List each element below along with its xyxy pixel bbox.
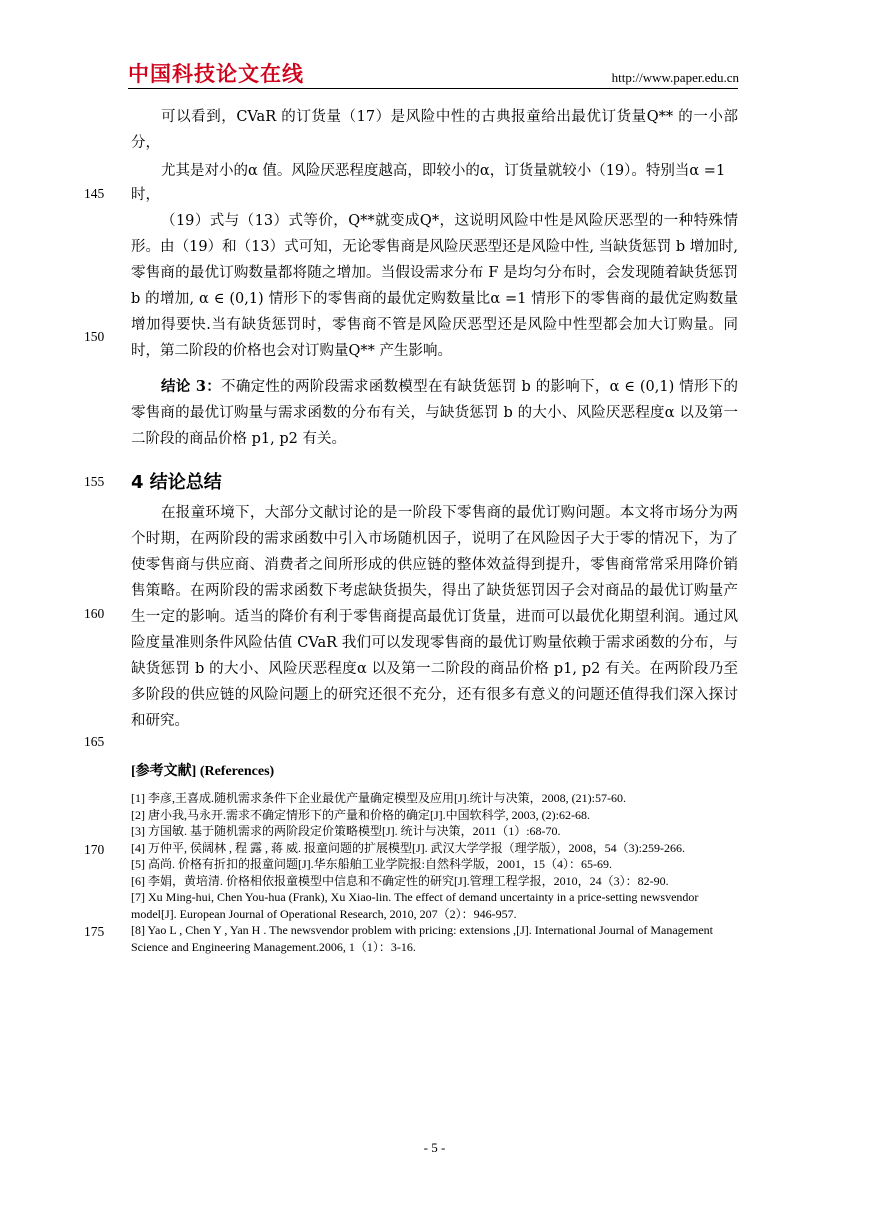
reference-item: [1] 李彦,王喜成.随机需求条件下企业最优产量确定模型及应用[J].统计与决策，2008, (21):57-60.: [131, 791, 626, 805]
line-number-175: 175: [84, 924, 105, 939]
reference-item: [5] 高尚. 价格有折扣的报童问题[J].华东船舶工业学院报:自然科学版，2001，15（4）：65-69.: [131, 857, 612, 871]
line-number-170: 170: [84, 842, 105, 857]
section-title: 4 结论总结: [131, 472, 222, 493]
page-number: - 5 -: [423, 1140, 446, 1155]
paragraph-2a: 尤其是对小的α 值。风险厌恶程度越高，即较小的α，订货量就较小（19）。特别当α =1: [161, 163, 726, 179]
line-number-155: 155: [84, 474, 105, 489]
reference-item: [3] 方国敏. 基于随机需求的两阶段定价策略模型[J]. 统计与决策，2011（1）:68-70.: [131, 824, 561, 838]
reference-item: [8] Yao L , Chen Y , Yan H . The newsvendor problem with pricing: extensions ,[J]. International Journal of Management Science and Engineering Management.2006, 1（1）：3-16.: [131, 923, 714, 954]
header-logo: 中国科技论文在线: [128, 62, 304, 86]
line-number-160: 160: [84, 606, 105, 621]
reference-item: [6] 李娟，黄培清. 价格相依报童模型中信息和不确定性的研究[J].管理工程学报，2010，24（3）：82-90.: [131, 873, 669, 888]
reference-item: [7] Xu Ming-hui, Chen You-hua (Frank), Xu Xiao-lin. The effect of demand uncertainty in a price-setting newsvendor model[J]. European Journal of Operational Research, 2010, 207（2）：946-957.: [131, 890, 699, 921]
header-url[interactable]: http://www.paper.edu.cn: [611, 70, 739, 85]
conclusion-3-body: 不确定性的两阶段需求函数模型在有缺货惩罚 b 的影响下，α ∈ (0,1) 情形下的零售商的最优订购量与需求函数的分布有关，与缺货惩罚 b 的大小、风险厌恶程度α 以及第一二阶段的商品价格 p1, p2 有关。: [131, 379, 738, 447]
paragraph-summary: 在报童环境下，大部分文献讨论的是一阶段下零售商的最优订购问题。本文将市场分为两个时期，在两阶段的需求函数中引入市场随机因子，说明了在风险因子大于零的情况下，为了使零售商与供应商、消费者之间所形成的供应链的整体效益得到提升，零售商常常采用降价销售策略。在两阶段的需求函数下考虑缺货损失，得出了缺货惩罚因子会对商品的最优订购量产生一定的影响。适当的降价有利于零售商提高最优订货量，进而可以最优化期望利润。通过风险度量准则条件风险估值 CVaR 我们可以发现零售商的最优订购量依赖于需求函数的分布，与缺货惩罚 b 的大小、风险厌恶程度α 以及第一二阶段的商品价格 p1, p2 有关。在两阶段乃至多阶段的供应链的风险问题上的研究还很不充分，还有很多有意义的问题还值得我们深入探讨和研究。: [131, 505, 738, 729]
paragraph-2b: 时，: [131, 187, 160, 203]
conclusion-3: [131, 374, 738, 452]
reference-item: [2] 唐小我,马永开.需求不确定情形下的产量和价格的确定[J].中国软科学, 2003, (2):62-68.: [131, 807, 590, 822]
line-number-145: 145: [84, 186, 105, 201]
references-list: [131, 790, 738, 955]
references-title: [参考文献] (References): [131, 764, 275, 779]
paragraph-1: 可以看到，CVaR 的订货量（17）是风险中性的古典报童给出最优订货量Q** 的一小部分，: [131, 109, 738, 151]
line-number-150: 150: [84, 329, 105, 344]
conclusion-3-label: 结论 3：: [161, 378, 222, 395]
line-number-165: 165: [84, 734, 105, 749]
paragraph-3: （19）式与（13）式等价，Q**就变成Q*，这说明风险中性是风险厌恶型的一种特殊情形。由（19）和（13）式可知，无论零售商是风险厌恶型还是风险中性, 当缺货惩罚 b 增加时, 零售商的最优订购数量都将随之增加。当假设需求分布 F 是均匀分布时，会发现随着缺货惩罚 b 的增加, α ∈ (0,1) 情形下的零售商的最优定购数量比α =1 情形下的零售商的最优定购数量增加得要快.当有缺货惩罚时，零售商不管是风险厌恶型还是风险中性型都会加大订购量。同时，第二阶段的价格也会对订购量Q** 产生影响。: [131, 213, 738, 359]
header-rule: [128, 88, 738, 89]
reference-item: [4] 万仲平, 侯阔林 , 程 露 , 蒋 威. 报童问题的扩展模型[J]. 武汉大学学报（理学版），2008，54（3):259-266.: [131, 840, 685, 855]
